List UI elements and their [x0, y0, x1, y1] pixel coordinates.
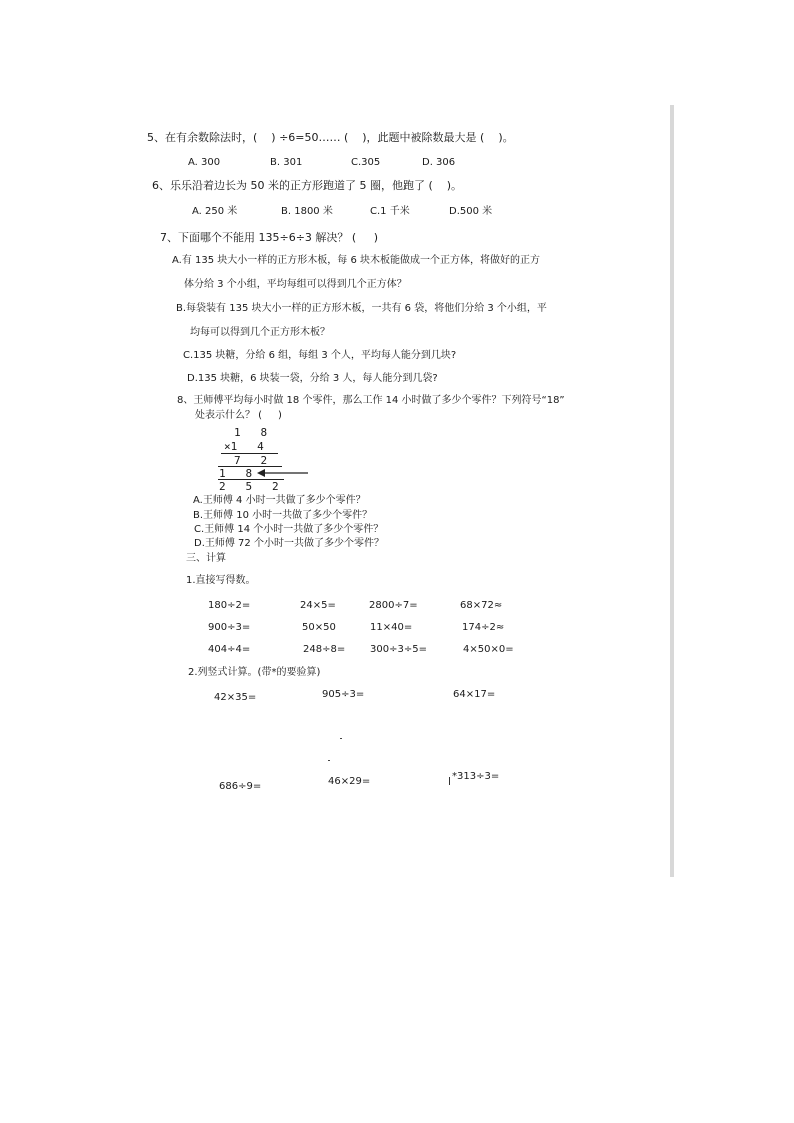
mental-calc-r3c1: 404÷4= [208, 644, 251, 655]
q8-calc-multiplicand: 1 8 [234, 426, 268, 439]
q8-option-a: A.王师傅 4 小时一共做了多少个零件？ [193, 495, 366, 506]
q6-option-a: A. 250 米 [192, 206, 238, 217]
mental-calc-r2c4: 174÷2≈ [462, 622, 505, 633]
q7-option-c: C.135 块糖，分给 6 组，每组 3 个人，平均每人能分到几块? [183, 350, 457, 361]
q5-option-b: B. 301 [270, 157, 303, 168]
mental-calc-r1c2: 24×5= [300, 600, 336, 611]
q6-option-c: C.1 千米 [370, 206, 410, 217]
vertical-calc-4: 686÷9= [219, 781, 262, 792]
mental-calc-r3c3: 300÷3÷5= [370, 644, 427, 655]
q7-option-b-line2: 均每可以得到几个正方形木板？ [190, 327, 330, 338]
q6-option-d: D.500 米 [449, 206, 493, 217]
mental-calc-r1c1: 180÷2= [208, 600, 251, 611]
mental-calc-r1c4: 68×72≈ [460, 600, 503, 611]
scan-speck [340, 738, 342, 739]
q7-option-a-line1: A.有 135 块大小一样的正方形木板，每 6 块木板能做成一个正方体，将做好的正方 [172, 255, 541, 266]
q5-option-c: C.305 [351, 157, 381, 168]
section-3-title: 三、计算 [186, 553, 226, 564]
mental-calc-r2c3: 11×40= [370, 622, 413, 633]
q6-stem: 6、乐乐沿着边长为 50 米的正方形跑道了 5 圈，他跑了 ( )。 [152, 179, 463, 192]
mental-calc-r2c1: 900÷3= [208, 622, 251, 633]
q8-calc-partial-1: 7 2 [234, 454, 268, 467]
vertical-calc-6: *313÷3= [452, 771, 500, 782]
mental-calc-r2c2: 50×50 [302, 622, 336, 633]
q5-stem: 5、在有余数除法时，( ) ÷6=50…… ( )，此题中被除数最大是 ( )。 [147, 131, 514, 144]
mental-calc-r1c3: 2800÷7= [369, 600, 418, 611]
q7-option-a-line2: 体分给 3 个小组，平均每组可以得到几个正方体？ [184, 279, 407, 290]
scan-edge-shadow [670, 105, 674, 877]
scan-mark [449, 777, 450, 785]
q8-calc-multiplier: ×1 4 [224, 440, 264, 453]
mental-calc-r3c4: 4×50×0= [463, 644, 514, 655]
q6-option-b: B. 1800 米 [281, 206, 333, 217]
mental-calc-r3c2: 248÷8= [303, 644, 346, 655]
q8-stem-line2: 处表示什么？ ( ) [195, 410, 282, 421]
part2-title: 2.列竖式计算。(带*的要验算) [188, 667, 321, 678]
vertical-calc-3: 64×17= [453, 689, 496, 700]
vertical-calc-2: 905÷3= [322, 689, 365, 700]
vertical-calc-1: 42×35= [214, 692, 257, 703]
scan-speck [328, 760, 330, 761]
vertical-calc-5: 46×29= [328, 776, 371, 787]
q5-option-d: D. 306 [422, 157, 456, 168]
q8-option-b: B.王师傅 10 小时一共做了多少个零件？ [193, 510, 373, 521]
q8-option-c: C.王师傅 14 个小时一共做了多少个零件？ [194, 524, 384, 535]
q8-arrow-icon [256, 467, 310, 479]
q8-calc-product: 2 5 2 [219, 480, 279, 493]
q7-option-b-line1: B.每袋装有 135 块大小一样的正方形木板，一共有 6 袋，将他们分给 3 个小组，平 [176, 303, 547, 314]
q8-calc-partial-2: 1 8 [219, 467, 253, 480]
q8-option-d: D.王师傅 72 个小时一共做了多少个零件？ [194, 538, 384, 549]
part1-title: 1.直接写得数。 [186, 575, 256, 586]
q8-stem-line1: 8、王师傅平均每小时做 18 个零件，那么工作 14 小时做了多少个零件？下列符号“18” [177, 395, 565, 406]
q7-stem: 7、下面哪个不能用 135÷6÷3 解决？ ( ) [160, 231, 378, 244]
q7-option-d: D.135 块糖，6 块装一袋，分给 3 人，每人能分到几袋? [187, 373, 438, 384]
q5-option-a: A. 300 [188, 157, 221, 168]
